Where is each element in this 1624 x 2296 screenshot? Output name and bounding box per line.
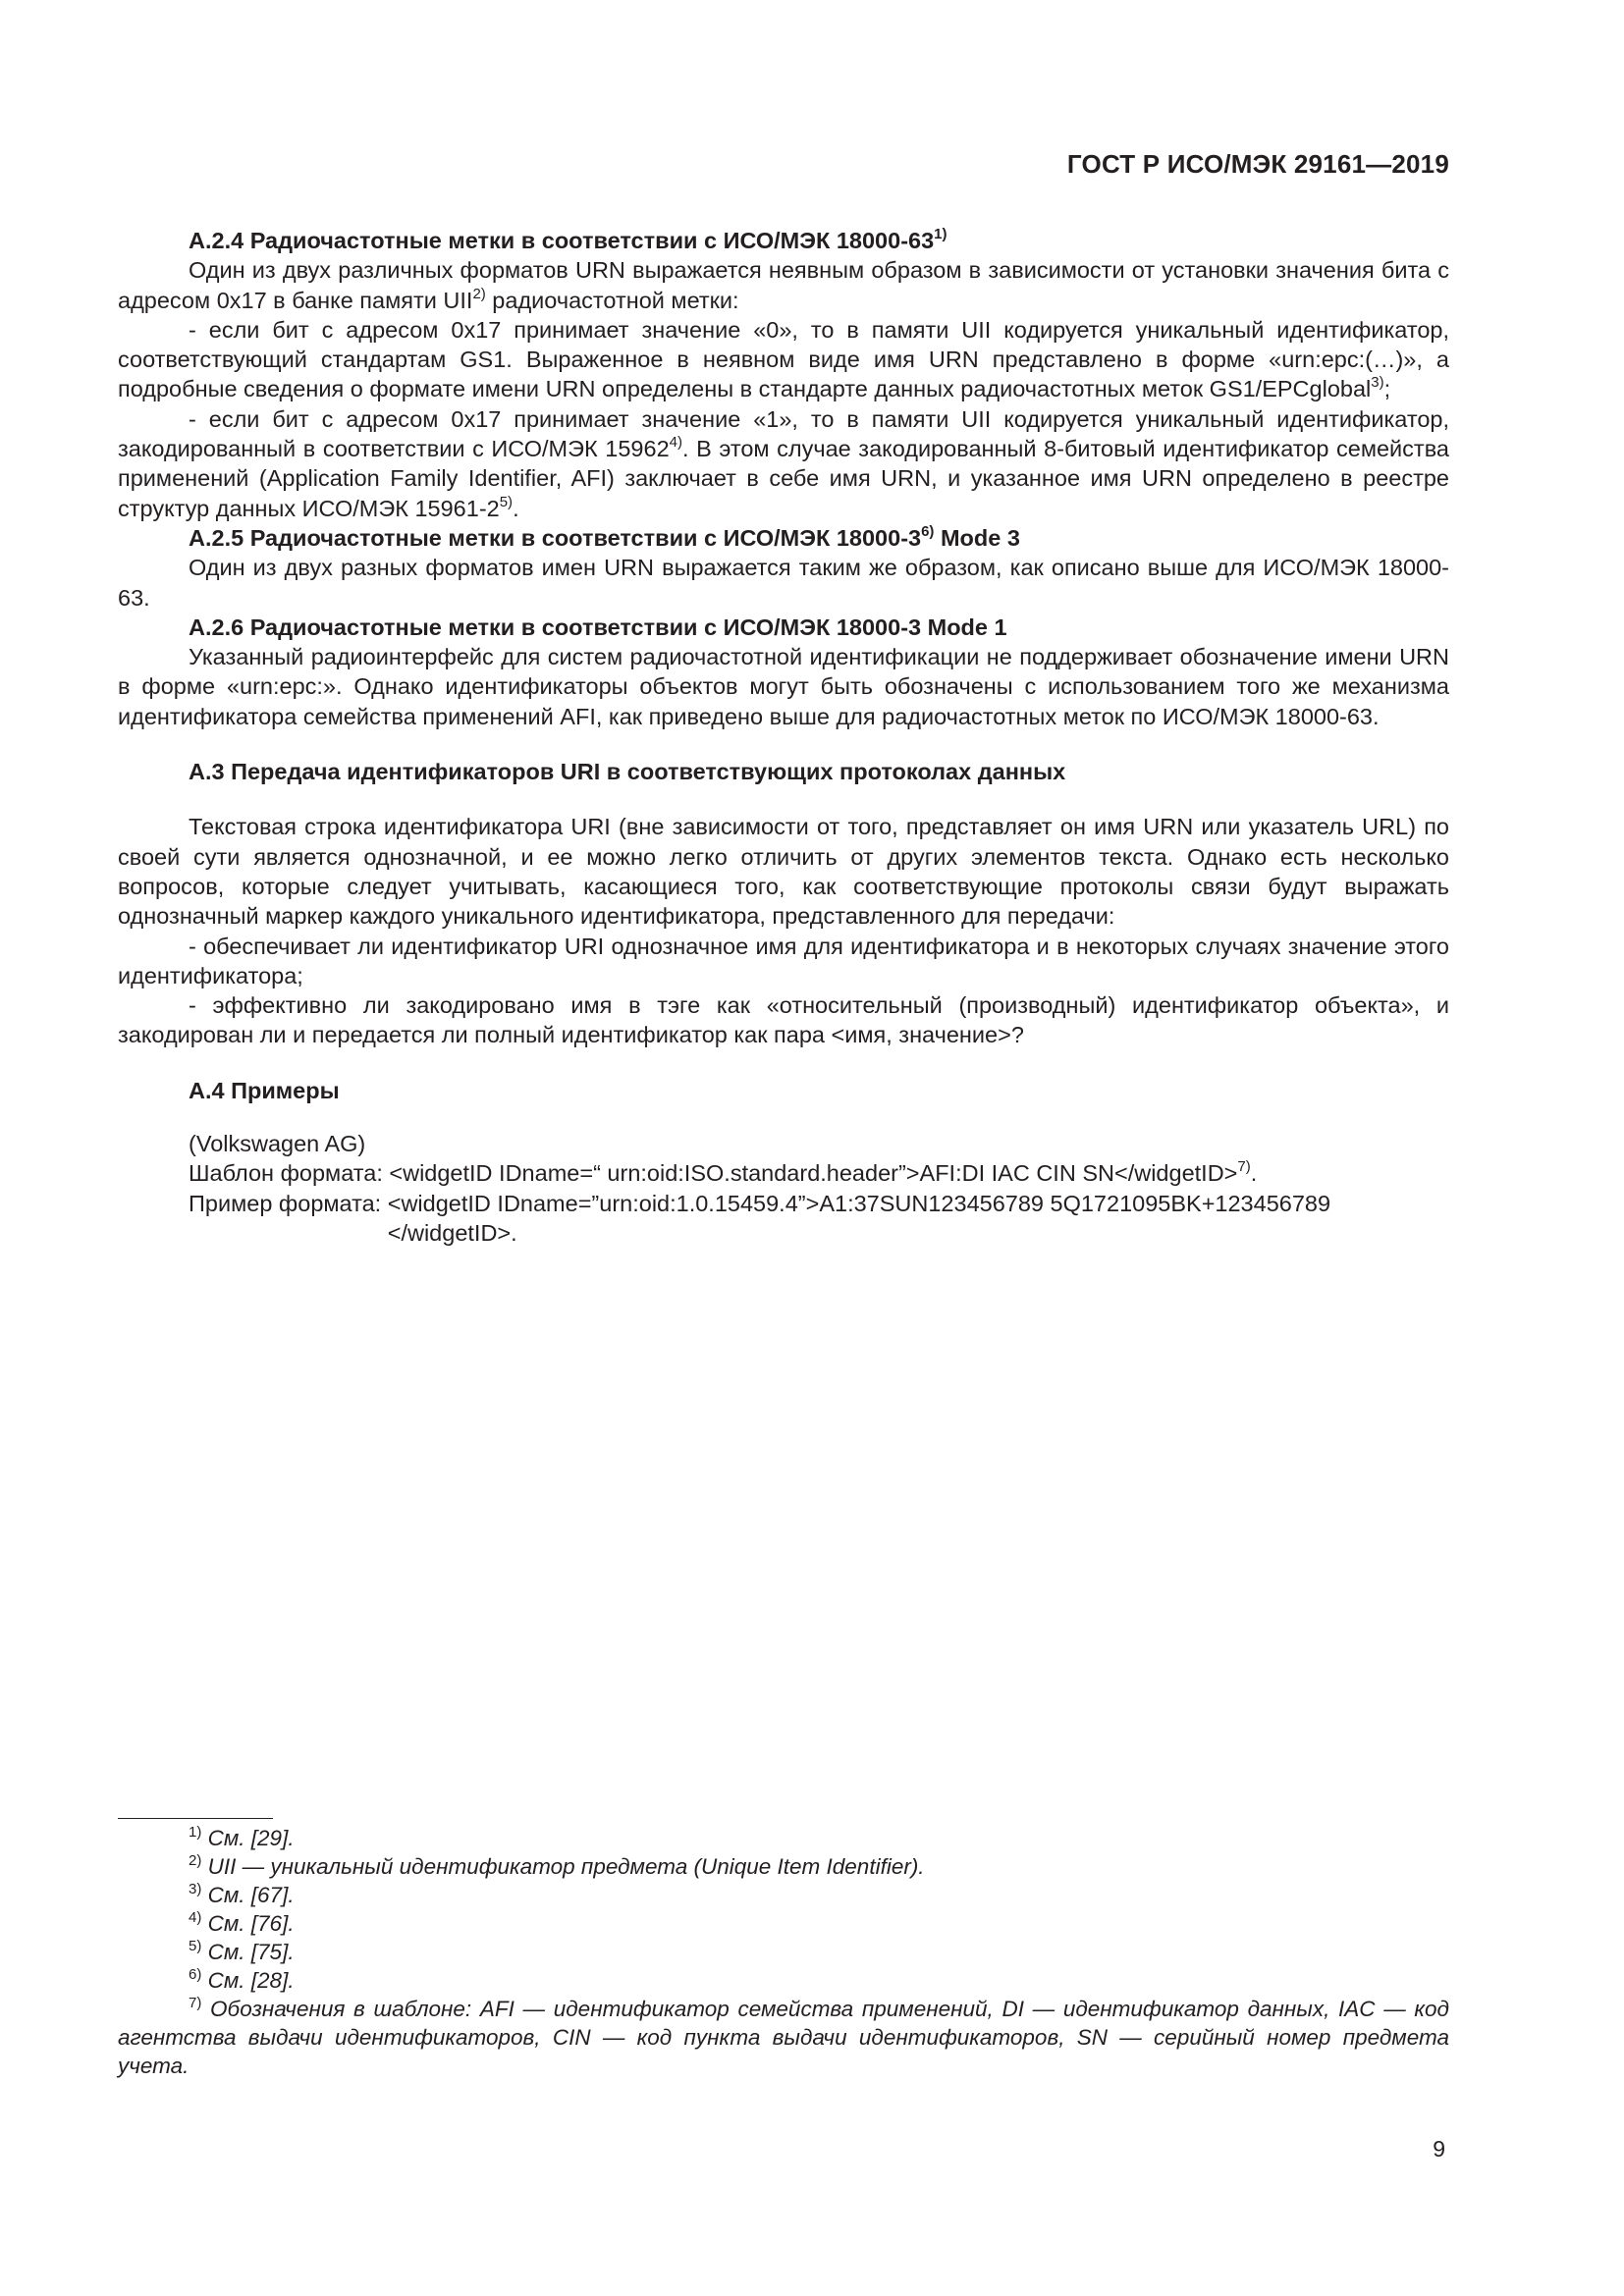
footnote-item xyxy=(118,1881,1449,1909)
document-header: ГОСТ Р ИСО/МЭК 29161—2019 xyxy=(1066,149,1449,179)
paragraph-text: Один из двух различных форматов URN выражается неявным образом в зависимости от установки значения бита с адресом 0x17 в банке памяти UII xyxy=(118,257,1449,313)
section-heading-a25 xyxy=(189,523,1449,553)
heading-text: Mode 3 xyxy=(934,524,1020,551)
paragraph xyxy=(118,315,1449,404)
footnote-number: 3) xyxy=(189,1881,202,1897)
paragraph: - обеспечивает ли идентификатор URI однозначное имя для идентификатора и в некоторых случаях значение этого идентификатора; xyxy=(118,933,1449,988)
paragraph-text: ; xyxy=(1383,376,1391,402)
footnote-ref: 5) xyxy=(499,493,514,510)
template-value: <widgetID IDname=“ urn:oid:ISO.standard.header”>AFI:DI IAC CIN SN</widgetID> xyxy=(389,1160,1238,1187)
paragraph xyxy=(118,255,1449,315)
paragraph: Указанный радиоинтерфейс для систем радиочастотной идентификации не поддерживает обозначение имени URN в форме «urn:epc:». Однако идентификаторы объектов могут быть обозначены с использованием того же механизма идентификатора семейства применений AFI, как приведено выше для радиочастотных меток по ИСО/МЭК 18000-63. xyxy=(118,644,1449,729)
footnote-item xyxy=(118,1966,1449,1995)
footnote-ref: 2) xyxy=(472,285,486,302)
footnotes xyxy=(118,1824,1449,2080)
footnote-item xyxy=(118,1824,1449,1852)
footnote-item xyxy=(118,1852,1449,1881)
section-heading-a24 xyxy=(189,226,1449,255)
footnote-text: См. [75]. xyxy=(207,1940,295,1964)
footnote-ref: 3) xyxy=(1371,374,1384,392)
footnote-separator xyxy=(118,1818,273,1819)
footnote-text: Обозначения в шаблоне: AFI — идентификатор семейства применений, DI — идентификатор данных, IAC — код агентства выдачи идентификаторов, CIN — код пункта выдачи идентификаторов, SN — серийный номер предмета учета. xyxy=(118,1997,1450,2078)
section-heading-a4: А.4 Примеры xyxy=(189,1077,340,1103)
footnote-number: 5) xyxy=(189,1938,202,1954)
footnote-ref: 4) xyxy=(669,434,682,452)
example-value-line1: <widgetID IDname=”urn:oid:1.0.15459.4”>A1:37SUN123456789 5Q1721095BK+123456789 xyxy=(387,1190,1331,1216)
paragraph: - эффективно ли закодировано имя в тэге как «относительный (производный) идентификатор объекта», и закодирован ли и передается ли полный идентификатор как пара <имя, значение>? xyxy=(118,992,1449,1048)
template-label: Шаблон формата: xyxy=(189,1160,390,1187)
footnote-item xyxy=(118,1995,1449,2080)
example-value xyxy=(388,1189,1449,1249)
footnote-text: См. [29]. xyxy=(207,1826,295,1850)
footnote-ref: 7) xyxy=(1237,1158,1251,1176)
footnote-text: См. [67]. xyxy=(207,1883,295,1907)
footnote-number: 7) xyxy=(189,1995,202,2011)
footnote-text: См. [28]. xyxy=(207,1968,295,1993)
paragraph-text: . xyxy=(513,495,519,521)
footnote-number: 6) xyxy=(189,1966,202,1983)
example-block xyxy=(189,1129,1449,1248)
paragraph: Один из двух разных форматов имен URN выражается таким же образом, как описано выше для ИСО/МЭК 18000-63. xyxy=(118,555,1449,611)
heading-text: А.2.4 Радиочастотные метки в соответствии с ИСО/МЭК 18000-63 xyxy=(189,228,935,253)
paragraph: Текстовая строка идентификатора URI (вне зависимости от того, представляет он имя URN или указатель URL) по своей сути является однозначной, и ее можно легко отличить от других элементов текста. Однако есть несколько вопросов, которые следует учитывать, касающиеся того, как соответствующие протоколы связи будут выражать однозначный маркер каждого уникального идентификатора, представленного для передачи: xyxy=(118,814,1449,930)
footnote-number: 1) xyxy=(189,1824,202,1841)
document-body xyxy=(118,226,1449,1248)
paragraph-text: радиочастотной метки: xyxy=(485,287,739,313)
footnote-item xyxy=(118,1909,1449,1938)
template-end: . xyxy=(1250,1160,1258,1187)
section-heading-a3: А.3 Передача идентификаторов URI в соответствующих протоколах данных xyxy=(189,759,1066,785)
example-line xyxy=(189,1189,1449,1249)
paragraph-text: . В этом случае закодированный 8-битовый идентификатор семейства применений (Application Family Identifier, AFI) заключает в себе имя URN, и указанное имя URN определено в реестре структур данных ИСО/МЭК 15961-2 xyxy=(118,436,1449,521)
example-label: Пример формата: xyxy=(189,1190,388,1216)
footnote-text: См. [76]. xyxy=(207,1911,295,1936)
paragraph xyxy=(118,404,1449,523)
paragraph-text: - если бит с адресом 0x17 принимает значение «1», то в памяти UII кодируется уникальный идентификатор, закодированный в соответствии с ИСО/МЭК 15962 xyxy=(118,405,1449,462)
footnote-ref: 6) xyxy=(921,522,935,540)
paragraph-text: - если бит с адресом 0x17 принимает значение «0», то в памяти UII кодируется уникальный идентификатор, соответствующий стандартам GS1. Выраженное в неявном виде имя URN представлено в форме «urn:epc:(…)», а подробные сведения о формате имени URN определены в стандарте данных радиочастотных меток GS1/EPCglobal xyxy=(118,316,1449,402)
footnote-text: UII — уникальный идентификатор предмета (Unique Item Identifier). xyxy=(207,1854,925,1879)
heading-text: А.2.5 Радиочастотные метки в соответствии с ИСО/МЭК 18000-3 xyxy=(189,524,922,551)
section-heading-a26: А.2.6 Радиочастотные метки в соответствии с ИСО/МЭК 18000-3 Mode 1 xyxy=(189,614,1007,640)
footnote-item xyxy=(118,1938,1449,1966)
example-value-line2: </widgetID>. xyxy=(387,1219,517,1246)
template-line xyxy=(189,1158,1449,1188)
footnote-ref: 1) xyxy=(934,226,947,242)
footnote-number: 4) xyxy=(189,1909,202,1926)
footnote-number: 2) xyxy=(189,1852,202,1869)
example-company: (Volkswagen AG) xyxy=(189,1131,366,1157)
page-number: 9 xyxy=(1433,2136,1445,2162)
